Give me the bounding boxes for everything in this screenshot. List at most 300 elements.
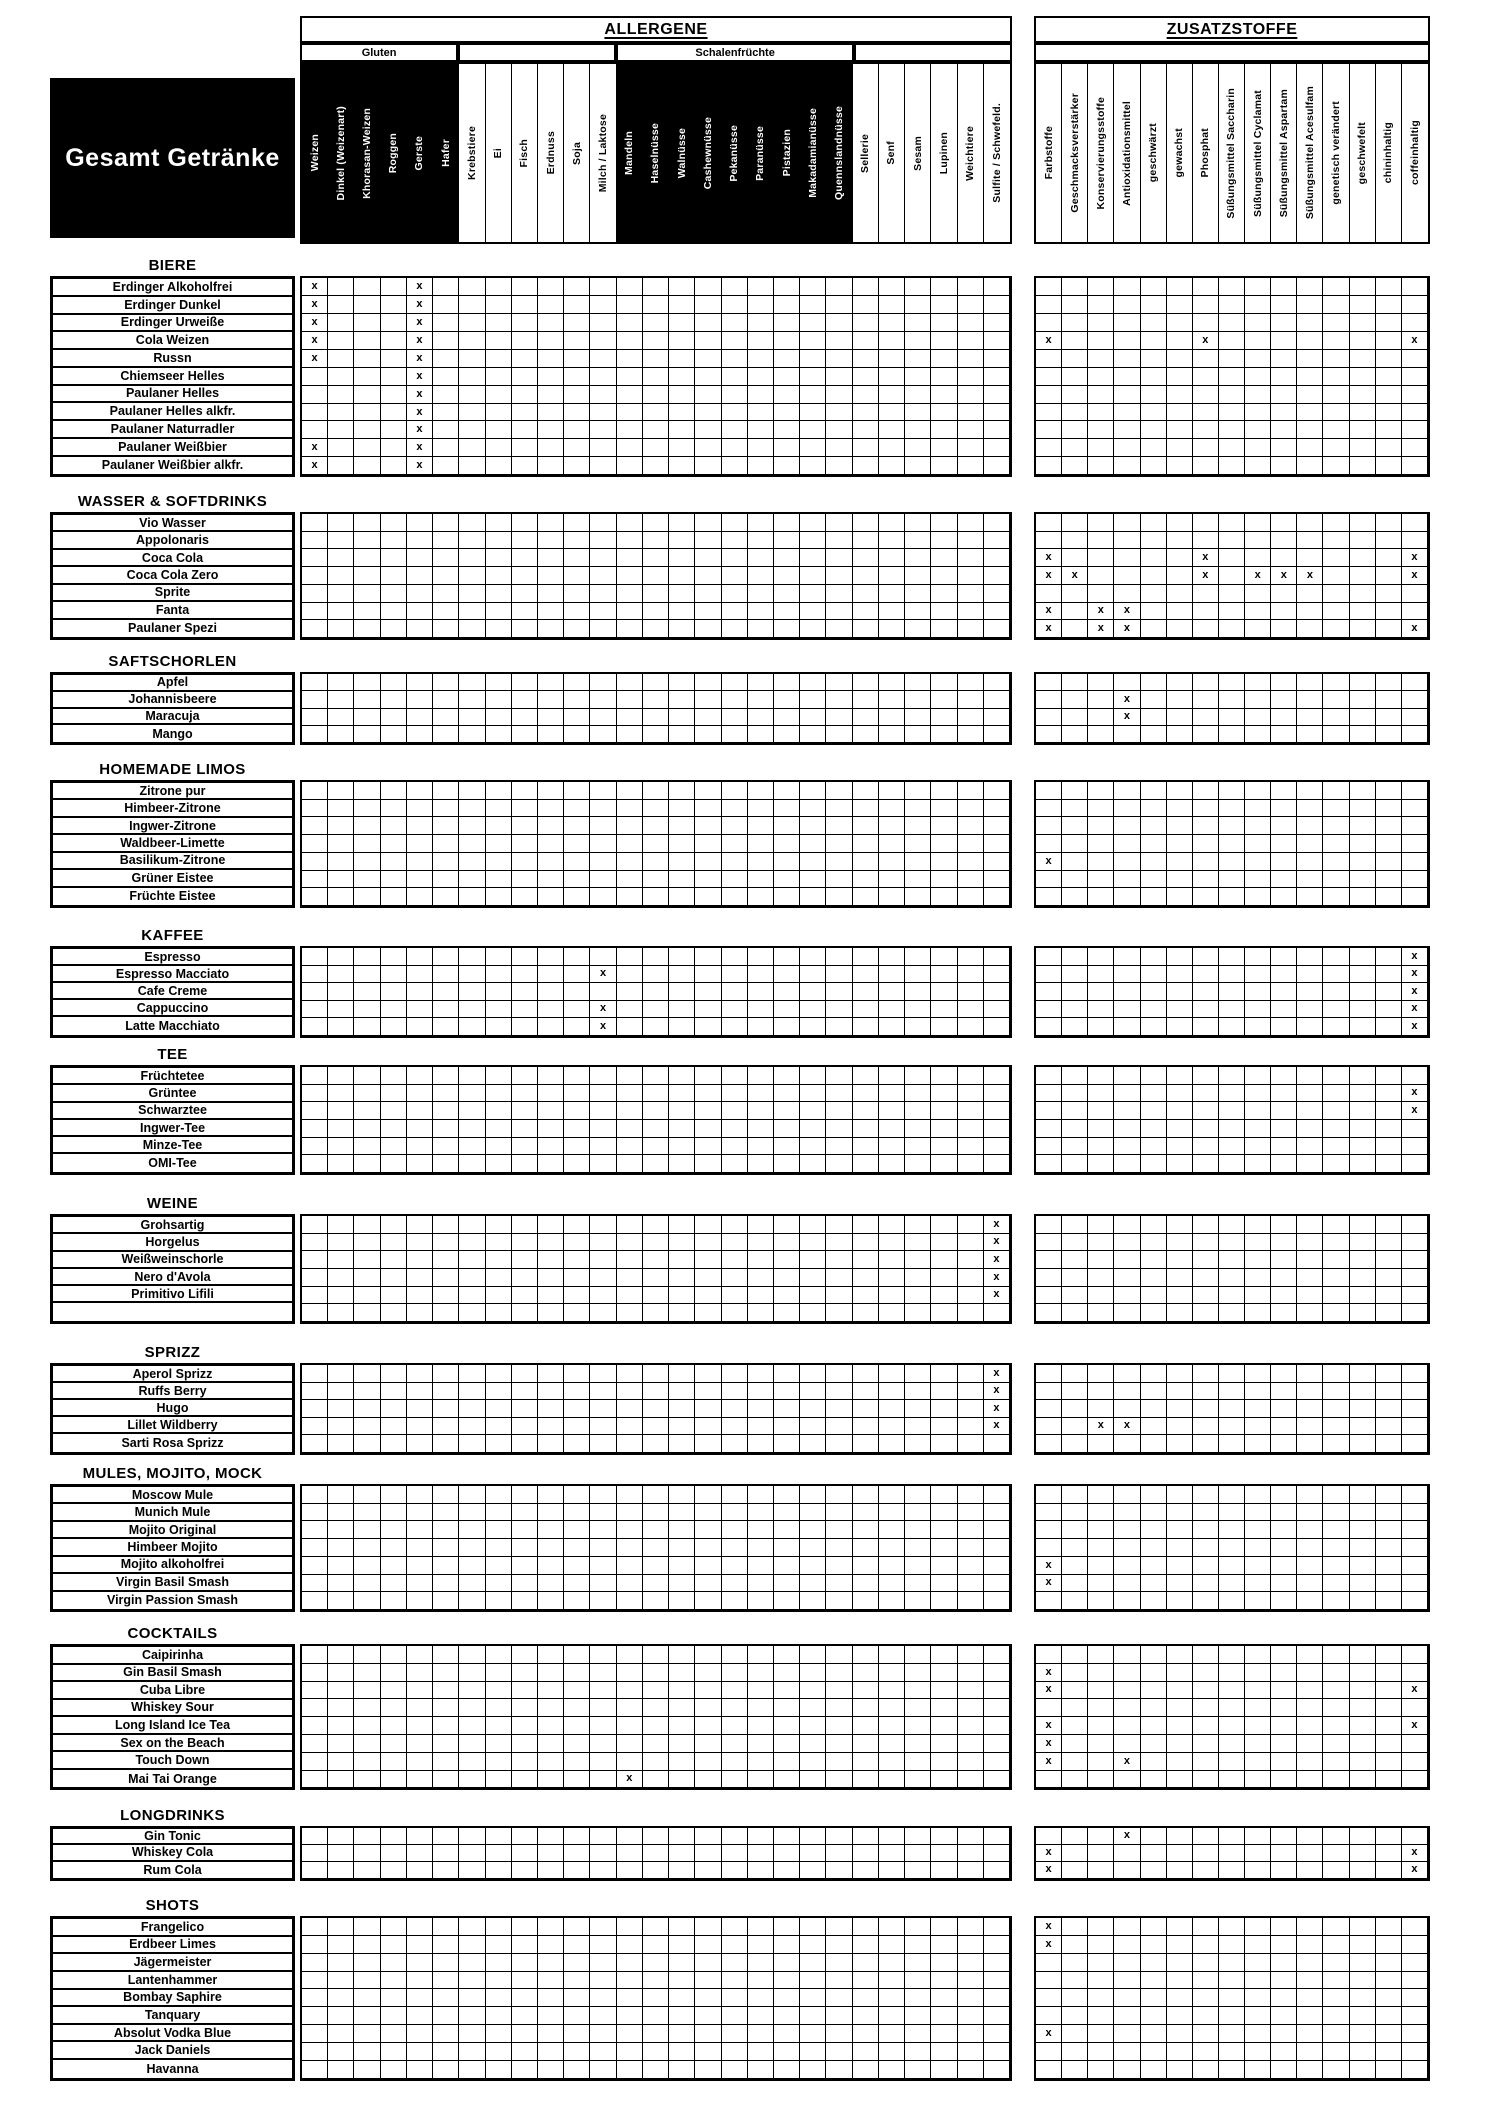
zusatzstoffe-cell [1271, 1771, 1297, 1789]
allergene-cell [407, 1234, 433, 1252]
zusatzstoffe-cell [1219, 404, 1245, 422]
allergene-cell [486, 1085, 512, 1103]
allergene-cell [381, 817, 407, 835]
allergene-cell [853, 1486, 879, 1504]
allergene-cell [564, 691, 590, 708]
zusatzstoffe-cell [1062, 1287, 1088, 1305]
zusatzstoffe-cell [1193, 1575, 1219, 1593]
allergene-cell [354, 691, 380, 708]
zusatzstoffe-mark: x [1193, 567, 1219, 585]
zusatzstoffe-cell [1141, 1557, 1167, 1575]
zusatzstoffe-column-label: Süßungsmittel Acesulfam [1303, 86, 1316, 220]
allergene-cell [958, 1646, 984, 1664]
zusatzstoffe-cell [1088, 2043, 1114, 2061]
allergene-cell [433, 532, 459, 550]
zusatzstoffe-cell [1141, 421, 1167, 439]
zusatzstoffe-cell [1245, 2061, 1271, 2079]
allergene-cell [879, 1102, 905, 1120]
zusatzstoffe-cell [1088, 314, 1114, 332]
allergene-cell [302, 1936, 328, 1954]
zusatzstoffe-cell [1350, 1539, 1376, 1557]
zusatzstoffe-cell [1062, 1365, 1088, 1383]
allergene-cell [800, 314, 826, 332]
allergene-cell [905, 567, 931, 585]
allergene-cell [590, 1067, 616, 1085]
zusatzstoffe-cell [1245, 314, 1271, 332]
allergene-column-label: Lupinen [937, 131, 950, 175]
allergene-cell [826, 1664, 852, 1682]
allergene-cell [433, 1918, 459, 1936]
allergene-cell [748, 1216, 774, 1234]
allergene-cell [433, 1664, 459, 1682]
zusatzstoffe-mark: x [1036, 1664, 1062, 1682]
allergene-cell [486, 421, 512, 439]
allergene-cell [748, 2025, 774, 2043]
zusatzstoffe-cell [1114, 350, 1140, 368]
zusatzstoffe-cell [1193, 1972, 1219, 1990]
zusatzstoffe-cell [1271, 2007, 1297, 2025]
allergene-cell [459, 1735, 485, 1753]
allergene-cell [643, 1400, 669, 1418]
allergene-cell [381, 1664, 407, 1682]
allergene-cell [826, 1365, 852, 1383]
zusatzstoffe-cell [1062, 368, 1088, 386]
zusatzstoffe-cell [1141, 983, 1167, 1001]
allergene-cell [617, 888, 643, 906]
allergene-cell [826, 1269, 852, 1287]
allergene-cell [486, 817, 512, 835]
zusatzstoffe-cell [1167, 549, 1193, 567]
allergene-cell [905, 1418, 931, 1436]
allergene-cell [459, 457, 485, 475]
row-label: Lillet Wildberry [53, 1417, 292, 1434]
zusatzstoffe-cell [1323, 1664, 1349, 1682]
zusatzstoffe-cell [1297, 296, 1323, 314]
zusatzstoffe-cell [1245, 1521, 1271, 1539]
allergene-cell [748, 1269, 774, 1287]
zusatzstoffe-cell [1167, 332, 1193, 350]
zusatzstoffe-cell [1193, 1304, 1219, 1322]
allergene-cell [853, 983, 879, 1001]
zusatzstoffe-cell [1245, 726, 1271, 743]
zusatzstoffe-cell [1323, 1102, 1349, 1120]
allergene-cell [774, 332, 800, 350]
row-label: Waldbeer-Limette [53, 835, 292, 852]
zusatzstoffe-cell [1323, 1735, 1349, 1753]
allergene-cell [722, 1155, 748, 1173]
allergene-cell [459, 1067, 485, 1085]
zusatzstoffe-mark: x [1036, 1753, 1062, 1771]
allergene-cell [512, 1918, 538, 1936]
allergene-cell [722, 835, 748, 853]
allergene-cell [617, 439, 643, 457]
zusatzstoffe-cell [1167, 1753, 1193, 1771]
allergene-cell [433, 296, 459, 314]
allergene-cell [800, 1486, 826, 1504]
allergene-cell [433, 983, 459, 1001]
allergene-cell [774, 726, 800, 743]
allergene-cell [774, 948, 800, 966]
allergene-cell [486, 1845, 512, 1862]
allergene-cell [826, 1717, 852, 1735]
row-label: Erdinger Alkoholfrei [53, 279, 292, 297]
row-label: Ingwer-Zitrone [53, 818, 292, 835]
allergene-cell [328, 691, 354, 708]
allergene-cell [302, 1753, 328, 1771]
row-label: Virgin Basil Smash [53, 1574, 292, 1591]
allergene-cell [853, 549, 879, 567]
zusatzstoffe-cell [1167, 567, 1193, 585]
allergene-cell [958, 782, 984, 800]
allergene-cell [853, 674, 879, 691]
zusatzstoffe-cell [1062, 603, 1088, 621]
allergene-cell [617, 966, 643, 984]
zusatzstoffe-cell [1114, 1304, 1140, 1322]
zusatzstoffe-cell [1141, 1435, 1167, 1453]
allergene-cell [643, 368, 669, 386]
zusatzstoffe-cell [1114, 1575, 1140, 1593]
allergene-cell [958, 871, 984, 889]
zusatzstoffe-mark: x [1036, 1735, 1062, 1753]
allergene-cell [354, 1304, 380, 1322]
zusatzstoffe-cell [1036, 1216, 1062, 1234]
allergene-cell [669, 439, 695, 457]
allergene-cell [538, 782, 564, 800]
allergene-cell [538, 296, 564, 314]
allergene-cell [590, 1400, 616, 1418]
zusatzstoffe-cell [1376, 1001, 1402, 1019]
allergene-cell [905, 871, 931, 889]
row-label: Cappuccino [53, 1000, 292, 1017]
allergene-cell [354, 2043, 380, 2061]
zusatzstoffe-cell [1219, 888, 1245, 906]
allergene-cell [774, 817, 800, 835]
allergene-cell [931, 532, 957, 550]
allergene-cell [486, 1646, 512, 1664]
allergene-cell [958, 1287, 984, 1305]
zusatzstoffe-cell [1219, 1287, 1245, 1305]
zusatzstoffe-cell [1114, 800, 1140, 818]
zusatzstoffe-cell [1167, 835, 1193, 853]
zusatzstoffe-cell [1402, 1918, 1428, 1936]
allergene-cell [564, 1557, 590, 1575]
zusatzstoffe-cell [1297, 1592, 1323, 1610]
zusatzstoffe-cell [1141, 835, 1167, 853]
allergene-grid [300, 276, 1012, 477]
allergene-cell [381, 1435, 407, 1453]
allergene-cell [564, 278, 590, 296]
allergene-cell [984, 2025, 1010, 2043]
zusatzstoffe-cell [1376, 1592, 1402, 1610]
allergene-cell [931, 1085, 957, 1103]
zusatzstoffe-cell [1114, 439, 1140, 457]
allergene-cell [800, 1539, 826, 1557]
allergene-cell [512, 835, 538, 853]
allergene-cell [302, 532, 328, 550]
allergene-cell [748, 1304, 774, 1322]
zusatzstoffe-cell [1219, 1155, 1245, 1173]
allergene-cell [617, 1828, 643, 1845]
zusatzstoffe-cell [1141, 1383, 1167, 1401]
zusatzstoffe-cell [1245, 1251, 1271, 1269]
allergene-column-label: Ei [492, 147, 505, 159]
allergene-cell [853, 1539, 879, 1557]
allergene-cell [354, 1102, 380, 1120]
allergene-cell [486, 1234, 512, 1252]
allergene-cell [643, 817, 669, 835]
allergene-cell [328, 457, 354, 475]
allergene-cell [643, 1646, 669, 1664]
zusatzstoffe-cell [1297, 2061, 1323, 2079]
allergene-cell [354, 1138, 380, 1156]
zusatzstoffe-cell [1350, 1918, 1376, 1936]
allergene-cell [590, 1717, 616, 1735]
zusatzstoffe-cell [1193, 1539, 1219, 1557]
allergene-cell [302, 421, 328, 439]
allergene-cell [302, 1418, 328, 1436]
allergene-cell [302, 2025, 328, 2043]
allergene-cell [853, 350, 879, 368]
allergene-cell [433, 1862, 459, 1879]
allergene-cell [722, 1365, 748, 1383]
zusatzstoffe-cell [1376, 2061, 1402, 2079]
zusatzstoffe-cell [1271, 1365, 1297, 1383]
allergene-cell [459, 2061, 485, 2079]
zusatzstoffe-cell [1193, 1155, 1219, 1173]
allergene-cell [433, 853, 459, 871]
zusatzstoffe-cell [1271, 1735, 1297, 1753]
allergene-cell [853, 1155, 879, 1173]
allergene-cell [879, 853, 905, 871]
zusatzstoffe-cell [1167, 871, 1193, 889]
allergene-cell [590, 567, 616, 585]
allergene-cell [695, 1771, 721, 1789]
zusatzstoffe-cell [1350, 457, 1376, 475]
row-label: Mango [152, 726, 193, 741]
zusatzstoffe-cell [1376, 1862, 1402, 1879]
zusatzstoffe-mark: x [1402, 948, 1428, 966]
allergene-cell [695, 1216, 721, 1234]
zusatzstoffe-cell [1376, 674, 1402, 691]
allergene-cell [302, 1646, 328, 1664]
allergene-cell [748, 817, 774, 835]
zusatzstoffe-cell [1350, 514, 1376, 532]
zusatzstoffe-cell [1219, 1575, 1245, 1593]
zusatzstoffe-cell [1271, 1521, 1297, 1539]
allergene-cell [354, 350, 380, 368]
allergene-cell [826, 1936, 852, 1954]
allergene-mark: x [984, 1269, 1010, 1287]
allergene-cell [931, 709, 957, 726]
zusatzstoffe-cell [1167, 386, 1193, 404]
zusatzstoffe-cell [1193, 1435, 1219, 1453]
allergene-column-header [774, 64, 800, 242]
zusatzstoffe-cell [1193, 983, 1219, 1001]
allergene-cell [879, 386, 905, 404]
zusatzstoffe-cell [1141, 1918, 1167, 1936]
allergene-cell [879, 674, 905, 691]
allergene-cell [643, 1699, 669, 1717]
allergene-cell [748, 1682, 774, 1700]
zusatzstoffe-cell [1297, 1304, 1323, 1322]
allergene-cell [826, 1646, 852, 1664]
allergene-cell [984, 514, 1010, 532]
allergene-cell [984, 1557, 1010, 1575]
zusatzstoffe-cell [1323, 368, 1349, 386]
allergene-cell [433, 1717, 459, 1735]
allergene-cell [590, 948, 616, 966]
zusatzstoffe-cell [1114, 1646, 1140, 1664]
zusatzstoffe-cell [1062, 1989, 1088, 2007]
allergene-cell [407, 1085, 433, 1103]
zusatzstoffe-cell [1167, 1138, 1193, 1156]
zusatzstoffe-cell [1350, 853, 1376, 871]
allergene-cell [695, 1418, 721, 1436]
zusatzstoffe-cell [1323, 332, 1349, 350]
zusatzstoffe-column-header [1323, 64, 1349, 242]
zusatzstoffe-cell [1402, 2025, 1428, 2043]
zusatzstoffe-cell [1167, 1735, 1193, 1753]
allergene-cell [328, 404, 354, 422]
allergene-cell [486, 278, 512, 296]
zusatzstoffe-cell [1088, 1504, 1114, 1522]
section-row-labels [50, 1826, 295, 1881]
allergene-cell [879, 2025, 905, 2043]
zusatzstoffe-cell [1245, 386, 1271, 404]
allergene-cell [302, 1269, 328, 1287]
allergene-cell [879, 1575, 905, 1593]
allergene-cell [512, 1771, 538, 1789]
allergene-cell [512, 549, 538, 567]
allergene-cell [564, 1234, 590, 1252]
allergene-cell [328, 1771, 354, 1789]
allergene-cell [695, 1400, 721, 1418]
zusatzstoffe-cell [1088, 404, 1114, 422]
allergene-cell [774, 2043, 800, 2061]
allergene-cell [643, 1486, 669, 1504]
zusatzstoffe-column-label: geschwefelt [1356, 121, 1369, 185]
allergene-cell [853, 1504, 879, 1522]
allergene-cell [643, 439, 669, 457]
allergene-cell [328, 1699, 354, 1717]
allergene-column-header [590, 64, 616, 242]
allergene-cell [984, 817, 1010, 835]
zusatzstoffe-cell [1271, 853, 1297, 871]
zusatzstoffe-cell [1297, 888, 1323, 906]
allergene-cell [695, 1504, 721, 1522]
allergene-cell [617, 314, 643, 332]
zusatzstoffe-cell [1114, 1400, 1140, 1418]
allergene-cell [905, 674, 931, 691]
allergene-cell [748, 2043, 774, 2061]
zusatzstoffe-cell [1297, 368, 1323, 386]
allergene-cell [302, 1592, 328, 1610]
allergene-cell [669, 457, 695, 475]
allergene-cell [958, 1862, 984, 1879]
allergene-cell [486, 368, 512, 386]
allergene-cell [669, 983, 695, 1001]
allergene-cell [748, 1102, 774, 1120]
allergene-cell [564, 1918, 590, 1936]
zusatzstoffe-cell [1062, 2061, 1088, 2079]
zusatzstoffe-cell [1297, 691, 1323, 708]
zusatzstoffe-cell [1062, 1592, 1088, 1610]
allergene-cell [984, 1067, 1010, 1085]
allergene-cell [328, 1085, 354, 1103]
allergene-group-schalenfrüchte: Schalenfrüchte [616, 43, 853, 62]
zusatzstoffe-cell [1167, 368, 1193, 386]
allergene-cell [433, 1592, 459, 1610]
zusatzstoffe-cell [1350, 782, 1376, 800]
zusatzstoffe-cell [1323, 1018, 1349, 1036]
zusatzstoffe-cell [1323, 1717, 1349, 1735]
allergene-cell [564, 404, 590, 422]
zusatzstoffe-cell [1271, 1269, 1297, 1287]
zusatzstoffe-cell [1350, 871, 1376, 889]
allergene-cell [538, 1102, 564, 1120]
zusatzstoffe-cell [1088, 1717, 1114, 1735]
allergene-cell [564, 966, 590, 984]
zusatzstoffe-cell [1350, 1828, 1376, 1845]
allergene-cell [538, 2043, 564, 2061]
allergene-cell [590, 1486, 616, 1504]
allergene-cell [931, 1234, 957, 1252]
allergene-cell [354, 1753, 380, 1771]
allergene-cell [433, 314, 459, 332]
allergene-cell [774, 1828, 800, 1845]
zusatzstoffe-cell [1088, 1435, 1114, 1453]
allergene-cell [695, 1018, 721, 1036]
zusatzstoffe-cell [1114, 1717, 1140, 1735]
allergene-cell [695, 1936, 721, 1954]
allergene-cell [800, 350, 826, 368]
allergene-cell [800, 1234, 826, 1252]
allergene-cell [407, 1138, 433, 1156]
zusatzstoffe-cell [1271, 871, 1297, 889]
allergene-cell [381, 1717, 407, 1735]
allergene-cell [564, 1085, 590, 1103]
allergene-cell [748, 1989, 774, 2007]
zusatzstoffe-cell [1167, 1383, 1193, 1401]
zusatzstoffe-column-header [1402, 64, 1428, 242]
allergene-cell [695, 1592, 721, 1610]
zusatzstoffe-cell [1219, 1521, 1245, 1539]
section-title: SPRIZZ [144, 1343, 201, 1361]
allergene-cell [695, 1155, 721, 1173]
zusatzstoffe-cell [1088, 585, 1114, 603]
allergene-cell [590, 1954, 616, 1972]
zusatzstoffe-cell [1297, 1234, 1323, 1252]
row-label: Latte Macchiato [125, 1018, 220, 1033]
allergene-cell [958, 1936, 984, 1954]
zusatzstoffe-cell [1193, 2007, 1219, 2025]
allergene-cell [669, 1735, 695, 1753]
allergene-cell [800, 1699, 826, 1717]
allergene-cell [669, 278, 695, 296]
allergene-cell [879, 1001, 905, 1019]
allergene-cell [302, 1521, 328, 1539]
allergene-cell [328, 1504, 354, 1522]
allergene-cell [538, 1521, 564, 1539]
allergene-cell [695, 314, 721, 332]
allergene-cell [328, 296, 354, 314]
zusatzstoffe-cell [1402, 1989, 1428, 2007]
allergene-cell [407, 1521, 433, 1539]
zusatzstoffe-cell [1376, 1067, 1402, 1085]
allergene-cell [722, 1067, 748, 1085]
allergene-cell [617, 1557, 643, 1575]
allergene-cell [538, 800, 564, 818]
